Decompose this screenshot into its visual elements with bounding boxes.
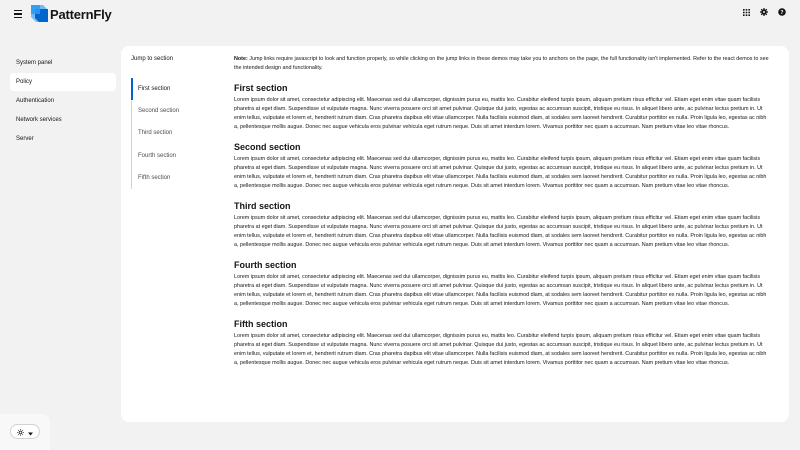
jump-links-list (131, 78, 211, 189)
main-card (121, 46, 789, 422)
section-title: Third section (234, 201, 291, 212)
section-body: Lorem ipsum dolor sit amet, consectetur adipiscing elit. Maecenas sed dui ullamcorper, dignissim purus eu, mattis leo. Curabitur eleifend turpis ipsum, aliquam pretium risus efficitur vel. Etiam eget enim vitae quam facilisis pharetra at eget diam. Suspendisse ut vulputate magna. Nunc viverra posuere orci sit amet pulvinar. Quisque dui justo, egestas ac accumsan suscipit, tristique eu risus. In aliquet libero ante, ac pulvinar lectus pretium in. Ut enim tellus, vulputate et lorem et, hendrerit rutrum diam. Cras pharetra dapibus elit vitae ullamcorper. Nulla facilisis euismod diam, at sodales sem laoreet hendrerit. Curabitur porttitor ex nulla. Proin ligula leo, egestas ac nibh a, pellentesque mollis augue. Donec nec augue vehicula eros pulvinar vehicula eget rutrum neque. Duis sit amet interdum lorem. Vivamus porttitor nec quam a accumsan. Nam pretium vitae leo vitae rhoncus. (234, 333, 767, 367)
section-third (234, 200, 770, 250)
jump-link-fourth-section[interactable]: Fourth section (138, 152, 177, 159)
sidebar-item-system-panel[interactable]: System panel (16, 60, 53, 66)
sidebar-nav (10, 54, 116, 149)
sun-icon (17, 423, 24, 441)
section-body: Lorem ipsum dolor sit amet, consectetur adipiscing elit. Maecenas sed dui ullamcorper, dignissim purus eu, mattis leo. Curabitur eleifend turpis ipsum, aliquam pretium risus efficitur vel. Etiam eget enim vitae quam facilisis pharetra at eget diam. Suspendisse ut vulputate magna. Nunc viverra posuere orci sit amet pulvinar. Quisque dui justo, egestas ac accumsan suscipit, tristique eu risus. In aliquet libero ante, ac pulvinar lectus pretium in. Ut enim tellus, vulputate et lorem et, hendrerit rutrum diam. Cras pharetra dapibus elit vitae ullamcorper. Nulla facilisis euismod diam, at sodales sem laoreet hendrerit. Curabitur porttitor ex nulla. Proin ligula leo, egestas ac nibh a, pellentesque mollis augue. Donec nec augue vehicula eros pulvinar vehicula eget rutrum neque. Duis sit amet interdum lorem. Vivamus porttitor nec quam a accumsan. Nam pretium vitae leo vitae rhoncus. (234, 274, 767, 307)
jump-link-second-section[interactable]: Second section (138, 108, 180, 115)
section-title: Fourth section (234, 260, 297, 271)
gear-icon[interactable] (760, 8, 768, 16)
jump-links-title: Jump to section (131, 56, 174, 62)
sidebar-item-network-services[interactable]: Network services (16, 117, 62, 123)
section-title: Fifth section (234, 319, 288, 330)
patternfly-logo-icon[interactable] (31, 5, 48, 22)
section-body: Lorem ipsum dolor sit amet, consectetur adipiscing elit. Maecenas sed dui ullamcorper, dignissim purus eu, mattis leo. Curabitur eleifend turpis ipsum, aliquam pretium risus efficitur vel. Etiam eget enim vitae quam facilisis pharetra at eget diam. Suspendisse ut vulputate magna. Nunc viverra posuere orci sit amet pulvinar. Quisque dui justo, egestas ac accumsan suscipit, tristique eu risus. In aliquet libero ante, ac pulvinar lectus pretium in. Ut enim tellus, vulputate et lorem et, hendrerit rutrum diam. Cras pharetra dapibus elit vitae ullamcorper. Nulla facilisis euismod diam, at sodales sem laoreet hendrerit. Curabitur porttitor ex nulla. Proin ligula leo, egestas ac nibh a, pellentesque mollis augue. Donec nec augue vehicula eros pulvinar vehicula eget rutrum neque. Duis sit amet interdum lorem. Vivamus porttitor nec quam a accumsan. Nam pretium vitae leo vitae rhoncus. (234, 155, 767, 189)
section-first (234, 82, 770, 132)
section-fifth (234, 318, 770, 368)
section-title: Second section (234, 141, 301, 152)
masthead (0, 0, 800, 30)
brand-name[interactable]: PatternFly (50, 7, 112, 22)
svg-text:?: ? (780, 10, 784, 16)
jump-link-first-section[interactable]: First section (132, 78, 211, 100)
note-body: Jump links require javascript to look and function properly, so while clicking on the jump links in these demos may take you to anchors on the page, the full functionality isn't implemented. Refer to the react demos to see the intended design and functionality. (234, 56, 769, 71)
grid-icon[interactable] (742, 8, 750, 16)
jump-link-fifth-section[interactable]: Fifth section (138, 174, 171, 181)
question-circle-icon[interactable] (778, 8, 786, 16)
section-title: First section (234, 82, 288, 93)
jump-link-third-section[interactable]: Third section (138, 130, 173, 137)
note-label: Note: (234, 56, 248, 62)
caret-down-icon (28, 423, 33, 441)
section-body: Lorem ipsum dolor sit amet, consectetur adipiscing elit. Maecenas sed dui ullamcorper, dignissim purus eu, mattis leo. Curabitur eleifend turpis ipsum, aliquam pretium risus efficitur vel. Etiam eget enim vitae quam facilisis pharetra at eget diam. Suspendisse ut vulputate magna. Nunc viverra posuere orci sit amet pulvinar. Quisque dui justo, egestas ac accumsan suscipit, tristique eu risus. In aliquet libero ante, ac pulvinar lectus pretium in. Ut enim tellus, vulputate et lorem et, hendrerit rutrum diam. Cras pharetra dapibus elit vitae ullamcorper. Nulla facilisis euismod diam, at sodales sem laoreet hendrerit. Curabitur porttitor ex nulla. Proin ligula leo, egestas ac nibh a, pellentesque mollis augue. Donec nec augue vehicula eros pulvinar vehicula eget rutrum neque. Duis sit amet interdum lorem. Vivamus porttitor nec quam a accumsan. Nam pretium vitae leo vitae rhoncus. (234, 96, 767, 130)
sidebar-item-policy[interactable]: Policy (10, 73, 116, 91)
sidebar-item-server[interactable]: Server (16, 136, 34, 142)
section-second (234, 141, 770, 191)
section-body: Lorem ipsum dolor sit amet, consectetur adipiscing elit. Maecenas sed dui ullamcorper, dignissim purus eu, mattis leo. Curabitur eleifend turpis ipsum, aliquam pretium risus efficitur vel. Etiam eget enim vitae quam facilisis pharetra at eget diam. Suspendisse ut vulputate magna. Nunc viverra posuere orci sit amet pulvinar. Quisque dui justo, egestas ac accumsan suscipit, tristique eu risus. In aliquet libero ante, ac pulvinar lectus pretium in. Ut enim tellus, vulputate et lorem et, hendrerit rutrum diam. Cras pharetra dapibus elit vitae ullamcorper. Nulla facilisis euismod diam, at sodales sem laoreet hendrerit. Curabitur porttitor ex nulla. Proin ligula leo, egestas ac nibh a, pellentesque mollis augue. Donec nec augue vehicula eros pulvinar vehicula eget rutrum neque. Duis sit amet interdum lorem. Vivamus porttitor nec quam a accumsan. Nam pretium vitae leo vitae rhoncus. (234, 215, 767, 248)
sidebar-item-authentication[interactable]: Authentication (16, 98, 55, 104)
header-tools (742, 8, 786, 16)
note-text (234, 55, 770, 73)
content-area (234, 55, 770, 377)
hamburger-icon[interactable] (14, 10, 22, 18)
section-fourth (234, 259, 770, 309)
theme-toggle[interactable] (10, 424, 40, 439)
